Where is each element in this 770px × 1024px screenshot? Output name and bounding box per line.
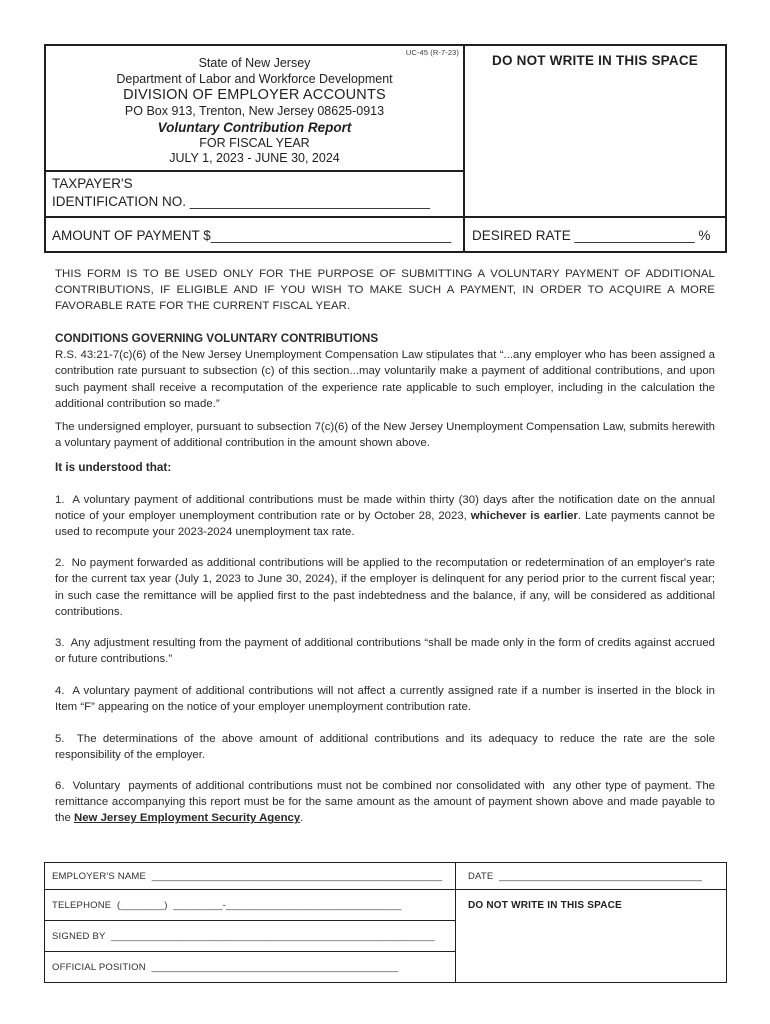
condition-item-4 xyxy=(55,683,715,715)
amount-of-payment-label: AMOUNT OF PAYMENT $ xyxy=(52,228,211,243)
conditions-heading: CONDITIONS GOVERNING VOLUNTARY CONTRIBUTIONS xyxy=(55,332,379,346)
signature-table xyxy=(44,862,727,983)
report-title: Voluntary Contribution Report xyxy=(157,119,352,135)
amount-of-payment-cell xyxy=(46,218,465,251)
desired-rate-cell xyxy=(465,218,725,251)
understood-heading: It is understood that: xyxy=(55,460,172,474)
conditions-law-paragraph: R.S. 43:21-7(c)(6) of the New Jersey Unemployment Compensation Law stipulates that “...any employer who has been assigned a contribution rate pursuant to subsection (c) of this section...may voluntarily make a payment of additional contributions, and upon such payment shall receive a recomputation of the experience rate applicable to such employer, including in the calculation the additional contribution so made.” xyxy=(55,349,715,410)
condition-item-2 xyxy=(55,555,715,619)
do-not-write-box xyxy=(465,46,725,218)
item-3-text: 3. Any adjustment resulting from the payment of additional contributions “shall be made only in the form of credits against accrued or future contributions.” xyxy=(55,637,715,666)
taxpayer-id-line xyxy=(52,193,457,211)
item-6-text-after: . xyxy=(300,812,304,825)
agency-division: DIVISION OF EMPLOYER ACCOUNTS xyxy=(123,87,386,104)
agency-header xyxy=(46,46,465,172)
form-body xyxy=(55,266,715,827)
amount-of-payment-blank-field: ________________________________ xyxy=(210,228,452,243)
item-6-agency-name: New Jersey Employment Security Agency xyxy=(74,812,301,825)
item-1-text: 1. A voluntary payment of additional contributions must be made within thirty (30) days after the notification date on the annual notice of your employer unemployment contribution rate or by October 28, 2023, xyxy=(55,493,715,522)
taxpayer-id-label-line1: TAXPAYER'S xyxy=(52,176,133,191)
taxpayer-id-cell xyxy=(46,172,465,218)
item-1-bold-text: whichever is earlier xyxy=(470,509,578,522)
taxpayer-id-blank-field: ________________________________ xyxy=(189,194,431,209)
condition-item-1 xyxy=(55,492,715,540)
taxpayer-id-label-line2: IDENTIFICATION NO. xyxy=(52,194,190,209)
item-6-text: 6. Voluntary payments of additional contributions must not be combined nor consolidated with any other type of payment. The remittance accompanying this report must be for the same amount as the amount of payment shown above and made payable to the xyxy=(55,780,715,825)
do-not-write-label: DO NOT WRITE IN THIS SPACE xyxy=(492,53,698,68)
item-4-text: 4. A voluntary payment of additional contributions will not affect a currently assigned rate if a number is inserted in the block in Item “F” appearing on the notice of your employer unemployment contribution rate. xyxy=(55,684,715,713)
date-field: DATE _____________________________________ xyxy=(456,863,726,890)
condition-item-6 xyxy=(55,778,715,826)
fiscal-year-label: FOR FISCAL YEAR xyxy=(199,135,310,150)
condition-item-3 xyxy=(55,635,715,667)
agency-state: State of New Jersey xyxy=(198,56,311,70)
header-box xyxy=(44,44,727,253)
telephone-field: TELEPHONE (________) _________-________________________________ xyxy=(45,890,456,921)
employer-name-field: EMPLOYER'S NAME _____________________________________________________ xyxy=(45,863,456,890)
footer-do-not-write-box: DO NOT WRITE IN THIS SPACE xyxy=(468,900,622,911)
agency-address: PO Box 913, Trenton, New Jersey 08625-0913 xyxy=(124,104,385,119)
item-1-text-after: . Late payments cannot be used to recompute your 2023-2024 unemployment tax rate. xyxy=(55,509,716,538)
desired-rate-blank-field: ________________ xyxy=(574,228,695,243)
item-2-text: 2. No payment forwarded as additional contributions will be applied to the recomputation or redetermination of an employer's rate for the current tax year (July 1, 2023 to June 30, 2024), if the employer is delinquent for any period prior to the current fiscal year; in such case the remittance will be applied first to the past indebtedness and the balance, if any, will be considered as additional contributions. xyxy=(55,557,715,618)
fiscal-year-period: JULY 1, 2023 - JUNE 30, 2024 xyxy=(169,151,340,166)
item-5-text: 5. The determinations of the above amount of additional contributions and its adequacy to reduce the rate are the sole responsibility of the employer. xyxy=(55,732,715,761)
desired-rate-label: DESIRED RATE xyxy=(472,228,575,243)
agency-department: Department of Labor and Workforce Development xyxy=(116,71,393,86)
official-position-field: OFFICIAL POSITION _____________________________________________ xyxy=(45,952,456,982)
conditions-undersigned-paragraph: The undersigned employer, pursuant to subsection 7(c)(6) of the New Jersey Unemployment Compensation Law, submits herewith a voluntary payment of additional contribution in the amount shown above. xyxy=(55,420,715,449)
desired-rate-percent-sign: % xyxy=(694,228,711,243)
form-code: UC-45 (R-7-23) xyxy=(405,48,459,57)
signed-by-field: SIGNED BY ___________________________________________________________ xyxy=(45,921,456,952)
intro-paragraph: THIS FORM IS TO BE USED ONLY FOR THE PURPOSE OF SUBMITTING A VOLUNTARY PAYMENT OF ADDITIONAL CONTRIBUTIONS, IF ELIGIBLE AND IF YOU WISH TO MAKE SUCH A PAYMENT, IN ORDER TO ACQUIRE A MORE FAVORABLE RATE FOR THE CURRENT FISCAL YEAR. xyxy=(55,268,715,313)
condition-item-5 xyxy=(55,731,715,763)
